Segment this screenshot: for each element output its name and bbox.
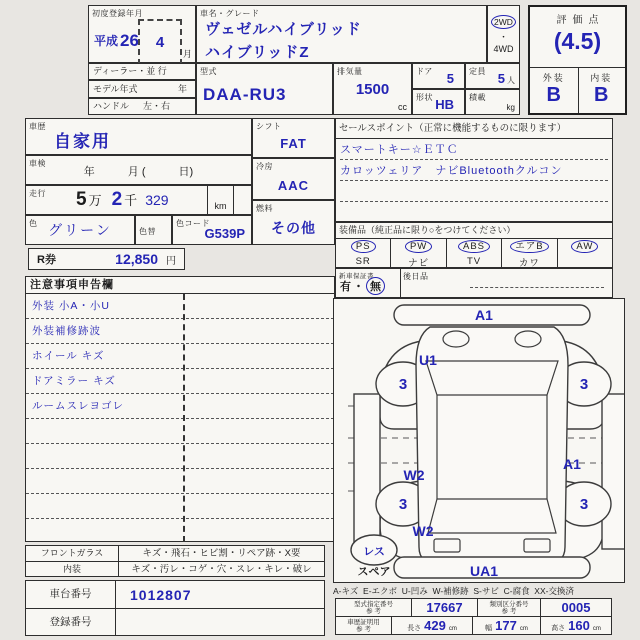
drive-2wd-circled: 2WD	[491, 15, 516, 29]
month-unit: 月	[182, 49, 192, 59]
equipment-airbag-circled: エアB	[510, 240, 548, 253]
wheel-grade-front-left: 3	[398, 376, 408, 393]
note-item-empty	[26, 419, 334, 444]
sales-points-header: セールスポイント（正常に機能するものに限ります）	[336, 119, 612, 139]
drive-4wd: 4WD	[493, 43, 514, 54]
width-cell	[473, 617, 541, 634]
first-registration-year: 26	[120, 31, 139, 50]
condition-box	[25, 545, 325, 577]
notes-box	[25, 276, 335, 542]
model-code-value: DAA-RU3	[203, 85, 287, 104]
first-registration-month: 4	[155, 33, 165, 51]
car-history-cell	[25, 118, 252, 155]
model-year-cell	[88, 80, 196, 98]
car-name-line1: ヴェゼルハイブリッド	[205, 21, 362, 38]
first-registration-month-box	[138, 19, 182, 65]
damage-label-left-front: U1	[419, 352, 437, 368]
equipment-abs	[447, 239, 502, 254]
first-registration-cell	[88, 5, 196, 63]
sales-points-box	[335, 118, 613, 222]
type-designation-value: 17667	[412, 599, 478, 616]
first-registration-label: 初度登録年月	[92, 9, 143, 18]
displacement-value: 1500	[355, 81, 390, 98]
score-value: (4.5)	[553, 28, 602, 54]
interior-options: キズ・汚レ・コゲ・穴・スレ・キレ・破レ	[131, 564, 312, 575]
recycle-ticket-cell	[28, 248, 185, 270]
capacity-value: 5	[497, 71, 505, 86]
interior-grade-label: 内装	[590, 73, 613, 83]
notes-column-divider	[183, 294, 185, 542]
car-body	[416, 327, 568, 565]
sales-point-line1: スマートキー☆ＥＴＣ	[340, 139, 608, 160]
mileage-km-unit: km	[207, 186, 234, 214]
air-conditioner-label: 冷房	[256, 162, 273, 171]
width-unit: cm	[519, 626, 528, 632]
history-cert-label: 車歴証明用	[347, 618, 380, 626]
dealer-parallel-cell	[88, 63, 196, 80]
color-change-label: 色替	[139, 227, 156, 236]
displacement-unit: cc	[398, 102, 407, 112]
sales-point-line3	[340, 181, 608, 202]
damage-label-left-mid: W2	[403, 467, 425, 483]
history-cert-sub: 参 考	[356, 625, 371, 633]
color-code-label: 色コード	[176, 219, 210, 228]
chassis-number-value: 1012807	[130, 586, 192, 603]
capacity-unit: 人	[507, 76, 515, 85]
model-year-label: モデル年式	[93, 84, 138, 94]
model-code-label: 型式	[200, 67, 217, 76]
note-item-empty	[26, 519, 334, 542]
height-unit: cm	[592, 626, 601, 632]
car-top-view	[334, 299, 624, 582]
left-side-panel	[354, 394, 380, 549]
equipment-pw-circled: PW	[405, 240, 432, 253]
equipment-header: 装備品（純正品に限り○をつけてください）	[336, 223, 612, 239]
interior-condition-label: 内装	[26, 562, 119, 577]
inspection-value: 年 月 ( 日)	[83, 166, 194, 178]
mileage-cell	[25, 185, 252, 215]
equipment-row-plain	[336, 254, 612, 269]
equipment-sr: SR	[336, 254, 391, 269]
mileage-label: 走行	[29, 189, 46, 198]
later-items-blank-line	[470, 287, 604, 288]
recycle-ticket-value: 12,850	[115, 251, 158, 267]
width-value: 177	[495, 618, 517, 633]
note-item: 外装補修跡波	[26, 319, 334, 344]
dealer-parallel-label: ディーラー・並 行	[93, 66, 167, 76]
color-label: 色	[29, 219, 38, 228]
inspection-cell	[25, 155, 252, 185]
wheel-grade-front-right: 3	[579, 376, 589, 393]
shift-label: シフト	[256, 122, 282, 131]
car-name-label: 車名・グレード	[200, 9, 260, 18]
score-title: 評価点	[556, 15, 605, 26]
handle-cell	[88, 98, 196, 115]
doors-value: 5	[446, 71, 454, 86]
spare-tire-label: スペア	[357, 566, 391, 578]
car-history-label: 車歴	[29, 122, 46, 131]
displacement-cell	[333, 63, 412, 115]
exterior-grade-value: B	[546, 84, 561, 106]
length-unit: cm	[448, 626, 457, 632]
equipment-empty	[558, 254, 612, 269]
load-label: 積載	[469, 93, 486, 102]
equipment-airbag	[502, 239, 557, 254]
spare-tire-status: レス	[363, 546, 385, 558]
length-label: 長さ	[407, 625, 422, 632]
damage-label-left-rear: W2	[412, 523, 434, 539]
registration-number-label: 登録番号	[26, 609, 116, 636]
reference-row-numbers	[336, 599, 611, 617]
score-box	[528, 5, 627, 115]
class-number-sub: 参 考	[501, 607, 517, 615]
note-item: ルームスレヨゴレ	[26, 394, 334, 419]
fuel-value: その他	[271, 220, 316, 236]
equipment-navi: ナビ	[391, 254, 446, 269]
doors-label: ドア	[416, 67, 433, 76]
later-items-cell	[400, 269, 612, 297]
mileage-sen-unit: 千	[124, 193, 138, 208]
reference-row-dimensions	[336, 617, 611, 634]
registration-number-row	[26, 609, 324, 636]
handle-value: 左・右	[143, 101, 171, 111]
fuel-cell	[252, 200, 335, 245]
displacement-label: 排気量	[337, 67, 363, 76]
exterior-grade-label: 外装	[542, 73, 565, 83]
mileage-ten-thousands: 5	[76, 189, 87, 210]
load-cell	[465, 89, 520, 115]
equipment-leather: カワ	[502, 254, 557, 269]
capacity-label: 定員	[469, 67, 486, 76]
sales-point-line2: カロッツェリア ナビBluetoothクルコン	[340, 160, 608, 181]
note-item-empty	[26, 444, 334, 469]
right-side-panel	[602, 394, 624, 549]
type-designation-label: 型式指定番号	[354, 600, 393, 608]
interior-condition-row	[26, 562, 324, 577]
note-item-empty	[26, 469, 334, 494]
mileage-value	[76, 189, 169, 211]
class-number-label: 類別区分番号	[489, 600, 529, 608]
recycle-ticket-label: R券	[37, 254, 56, 266]
equipment-pw	[391, 239, 446, 254]
notes-body	[26, 294, 334, 542]
chassis-number-label: 車台番号	[26, 581, 116, 608]
type-designation-sub: 参 考	[366, 607, 381, 615]
handle-label: ハンドル	[93, 101, 130, 111]
note-item: 外装 小A・小U	[26, 294, 334, 319]
drive-type-cell	[487, 5, 520, 63]
damage-label-rear: UA1	[469, 563, 499, 579]
air-conditioner-value: AAC	[277, 178, 310, 193]
chassis-number-row	[26, 581, 324, 609]
body-shape-label: 形状	[416, 93, 433, 102]
equipment-row-circled	[336, 239, 612, 254]
height-label: 高さ	[551, 625, 566, 632]
windshield-label: フロントガラス	[26, 546, 119, 561]
id-numbers-box	[25, 580, 325, 636]
note-item: ホイール キズ	[26, 344, 334, 369]
windshield-condition-row	[26, 546, 324, 562]
later-items-label: 後日品	[403, 272, 429, 281]
damage-diagram-box	[333, 298, 625, 583]
wheel-grade-rear-left: 3	[398, 496, 408, 513]
color-change-cell	[135, 215, 172, 245]
history-cert-cell	[336, 617, 392, 634]
interior-grade-value: B	[594, 84, 609, 106]
car-history-value: 自家用	[54, 132, 111, 151]
damage-label-right-side: A1	[563, 456, 581, 472]
mileage-thousands: 2	[111, 189, 123, 210]
color-cell	[25, 215, 135, 245]
color-code-cell	[172, 215, 252, 245]
notes-header: 注意事項申告欄	[26, 277, 334, 294]
mileage-man-unit: 万	[88, 193, 102, 208]
length-cell	[392, 617, 473, 634]
warranty-no-circled: 無	[366, 277, 385, 295]
recycle-ticket-unit: 円	[166, 255, 176, 267]
shift-value: FAT	[280, 136, 307, 151]
first-registration-era: 平成	[94, 34, 119, 48]
equipment-box	[335, 222, 613, 268]
windshield-options: キズ・飛石・ヒビ割・リペア跡・X要	[142, 548, 301, 559]
equipment-aw-circled: AW	[571, 240, 598, 253]
model-code-cell	[196, 63, 333, 115]
drive-separator: ・	[498, 31, 508, 42]
equipment-abs-circled: ABS	[458, 240, 490, 253]
color-value: グリーン	[48, 222, 112, 238]
warranty-box	[335, 268, 613, 298]
type-designation-cell	[336, 599, 412, 616]
class-number-cell	[478, 599, 541, 616]
damage-code-legend: A-キズ E-エクボ U-凹み W-補修跡 S-サビ C-腐食 XX-交換済	[333, 586, 574, 596]
class-number-value: 0005	[561, 600, 591, 615]
note-item-empty	[26, 494, 334, 519]
equipment-ps	[336, 239, 391, 254]
body-shape-cell	[412, 89, 465, 115]
inspection-label: 車検	[29, 159, 46, 168]
equipment-tv: TV	[447, 254, 502, 269]
capacity-cell	[465, 63, 520, 89]
warranty-yes: 有	[340, 281, 351, 293]
mileage-remainder: 329	[145, 192, 169, 208]
doors-cell	[412, 63, 465, 89]
warranty-cell	[336, 269, 401, 297]
height-cell	[541, 617, 611, 634]
warranty-value	[340, 277, 385, 295]
warranty-separator: ・	[353, 281, 364, 293]
car-name-cell	[196, 5, 487, 63]
air-conditioner-cell	[252, 158, 335, 200]
width-label: 幅	[485, 625, 493, 632]
warranty-label: 新車保証書	[339, 273, 374, 280]
height-value: 160	[568, 618, 590, 633]
color-code-value: G539P	[204, 226, 245, 241]
body-shape-value: HB	[435, 97, 454, 112]
reference-table	[335, 598, 612, 635]
car-name-line2: ハイブリッドZ	[205, 44, 310, 61]
equipment-ps-circled: PS	[351, 240, 376, 253]
wheel-grade-rear-right: 3	[579, 496, 589, 513]
shift-cell	[252, 118, 335, 158]
equipment-aw	[558, 239, 612, 254]
note-item: ドアミラー キズ	[26, 369, 334, 394]
load-unit: kg	[506, 103, 515, 112]
damage-label-front: A1	[475, 307, 493, 323]
fuel-label: 燃料	[256, 204, 273, 213]
model-year-unit: 年	[177, 84, 187, 94]
length-value: 429	[424, 618, 446, 633]
